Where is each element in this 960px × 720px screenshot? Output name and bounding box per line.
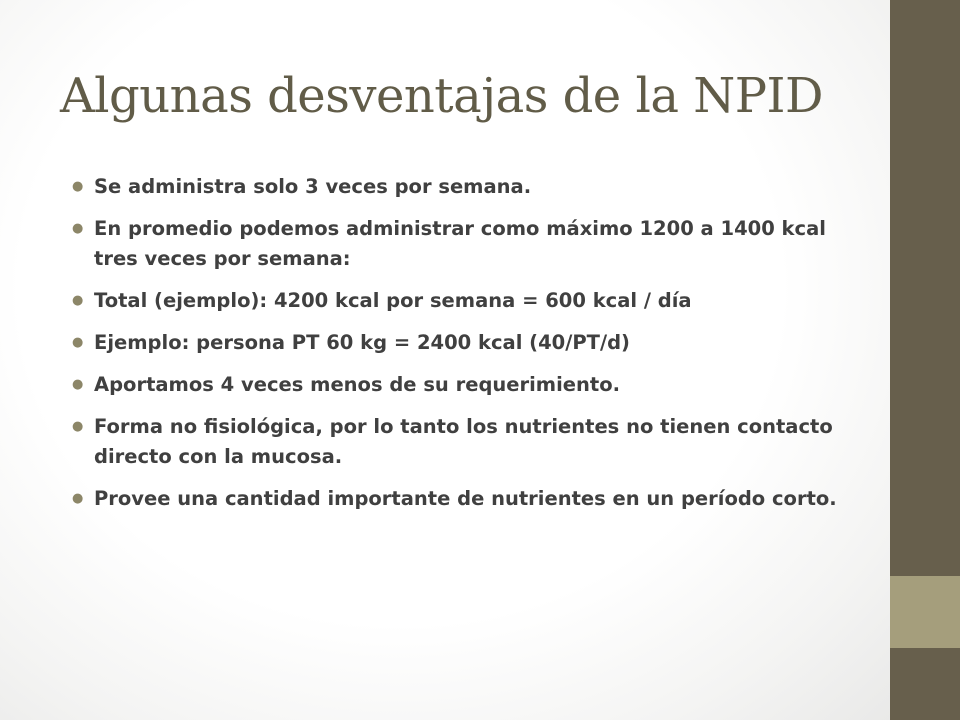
- bullet-item: [72, 286, 852, 316]
- bullet-text: Se administra solo 3 veces por semana.: [94, 175, 532, 198]
- bullet-dot-icon: ●: [72, 293, 84, 308]
- bullet-text: Provee una cantidad importante de nutrientes en un período corto.: [94, 487, 837, 510]
- bullet-text: Total (ejemplo): 4200 kcal por semana = 600 kcal / día: [94, 289, 692, 312]
- side-decoration-bar: [890, 0, 960, 720]
- bullet-item: [72, 328, 852, 358]
- side-bar-dark-bottom: [890, 648, 960, 720]
- bullet-text: En promedio podemos administrar como máximo 1200 a 1400 kcal tres veces por semana:: [94, 217, 826, 270]
- bullet-item: [72, 484, 852, 514]
- bullet-dot-icon: ●: [72, 419, 84, 434]
- bullet-dot-icon: ●: [72, 221, 84, 236]
- slide-title: Algunas desventajas de la NPID: [60, 68, 823, 124]
- bullet-item: [72, 172, 852, 202]
- bullet-dot-icon: ●: [72, 491, 84, 506]
- bullet-text: Ejemplo: persona PT 60 kg = 2400 kcal (40/PT/d): [94, 331, 630, 354]
- side-bar-dark-top: [890, 0, 960, 576]
- bullet-dot-icon: ●: [72, 179, 84, 194]
- bullet-text: Aportamos 4 veces menos de su requerimiento.: [94, 373, 621, 396]
- bullet-item: [72, 370, 852, 400]
- bullet-dot-icon: ●: [72, 335, 84, 350]
- side-bar-light-accent: [890, 576, 960, 648]
- bullet-item: [72, 214, 852, 274]
- bullet-dot-icon: ●: [72, 377, 84, 392]
- bullet-list: [72, 172, 852, 526]
- bullet-text: Forma no fisiológica, por lo tanto los nutrientes no tienen contacto directo con la mucosa.: [94, 415, 833, 468]
- bullet-item: [72, 412, 852, 472]
